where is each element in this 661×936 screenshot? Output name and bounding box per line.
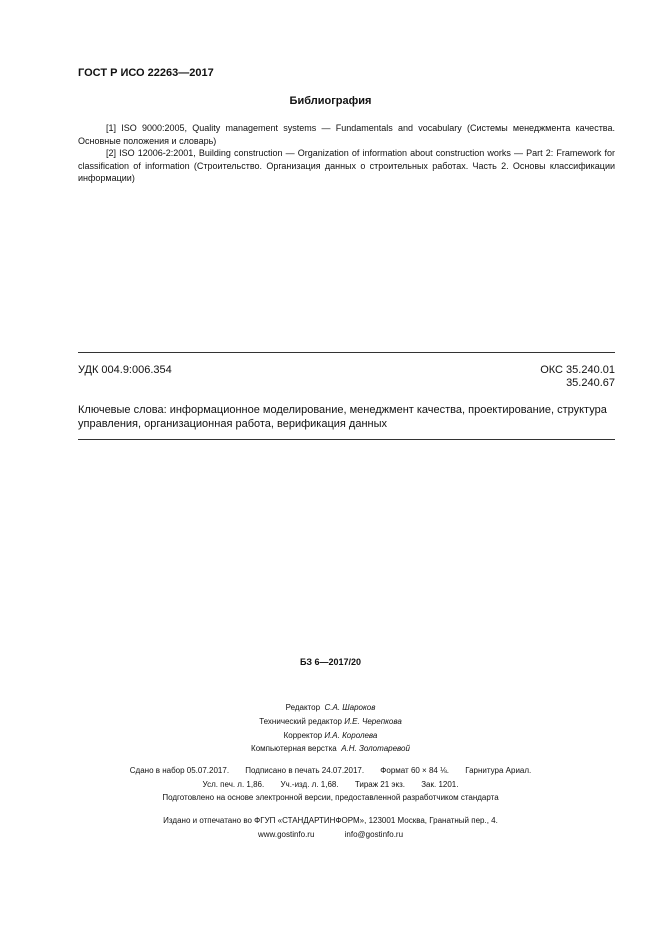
imprint-line-1 [0,764,661,778]
bz-number: БЗ 6—2017/20 [299,657,362,667]
imprint-font: Гарнитура Ариал. [465,766,532,775]
imprint-prepared: Подготовлено на основе электронной версии, предоставленной разработчиком стандарта [162,793,499,802]
publisher-line: Издано и отпечатано во ФГУП «СТАНДАРТИНФОРМ», 123001 Москва, Гранатный пер., 4. [163,816,498,825]
bibliography-title: Библиография [289,95,372,107]
bibliography-entry: [1] ISO 9000:2005, Quality management systems — Fundamentals and vocabulary (Системы менеджмента качества. Основные положения и словарь) [78,123,615,146]
staff-list [0,701,661,756]
udc-code: УДК 004.9:006.354 [78,364,172,376]
staff-role: Компьютерная верстка [251,744,337,754]
staff-editor [0,701,661,715]
staff-name: И.А. Королева [324,730,378,740]
staff-role: Редактор [285,703,321,712]
document-code: ГОСТ Р ИСО 22263—2017 [78,67,214,79]
oks-code-1: ОКС 35.240.01 [540,364,615,376]
oks-code-2: 35.240.67 [566,377,615,389]
imprint-order: Зак. 1201. [421,779,459,789]
imprint-sent: Сдано в набор 05.07.2017. [129,766,230,775]
staff-name: С.А. Шароков [324,703,376,712]
keywords: Ключевые слова: информационное моделирование, менеджмент качества, проектирование, структура управления, организационная работа, верификация данных [78,404,607,430]
publisher [0,814,661,841]
divider-top [78,352,615,353]
imprint-run: Тираж 21 экз. [354,779,405,789]
imprint [0,764,661,805]
publisher-contacts [0,828,661,842]
staff-name: А.Н. Золотаревой [341,744,410,754]
bibliography-entry: [2] ISO 12006-2:2001, Building construction — Organization of information about construction works — Part 2: Framework for classification of information (Строительство. Организация данных о строительных работах. Часть 2. Основы классификации информации) [78,148,615,184]
imprint-format: Формат 60 × 84 ⅛. [380,766,449,775]
imprint-pub-sheets: Уч.-изд. л. 1,68. [280,779,339,789]
imprint-print-sheets: Усл. печ. л. 1,86. [202,779,265,789]
publisher-email[interactable]: info@gostinfo.ru [344,829,404,839]
imprint-line-2 [0,778,661,792]
publisher-website[interactable]: www.gostinfo.ru [257,829,315,839]
staff-role: Технический редактор [259,716,342,726]
staff-role: Корректор [283,730,323,740]
staff-corrector [0,729,661,743]
staff-name: И.Е. Черепкова [344,716,402,726]
bibliography-list [78,122,615,185]
staff-layout [0,742,661,756]
divider-bottom [78,439,615,440]
imprint-signed: Подписано в печать 24.07.2017. [245,766,365,775]
staff-tech-editor [0,715,661,729]
oks-codes [540,364,615,390]
